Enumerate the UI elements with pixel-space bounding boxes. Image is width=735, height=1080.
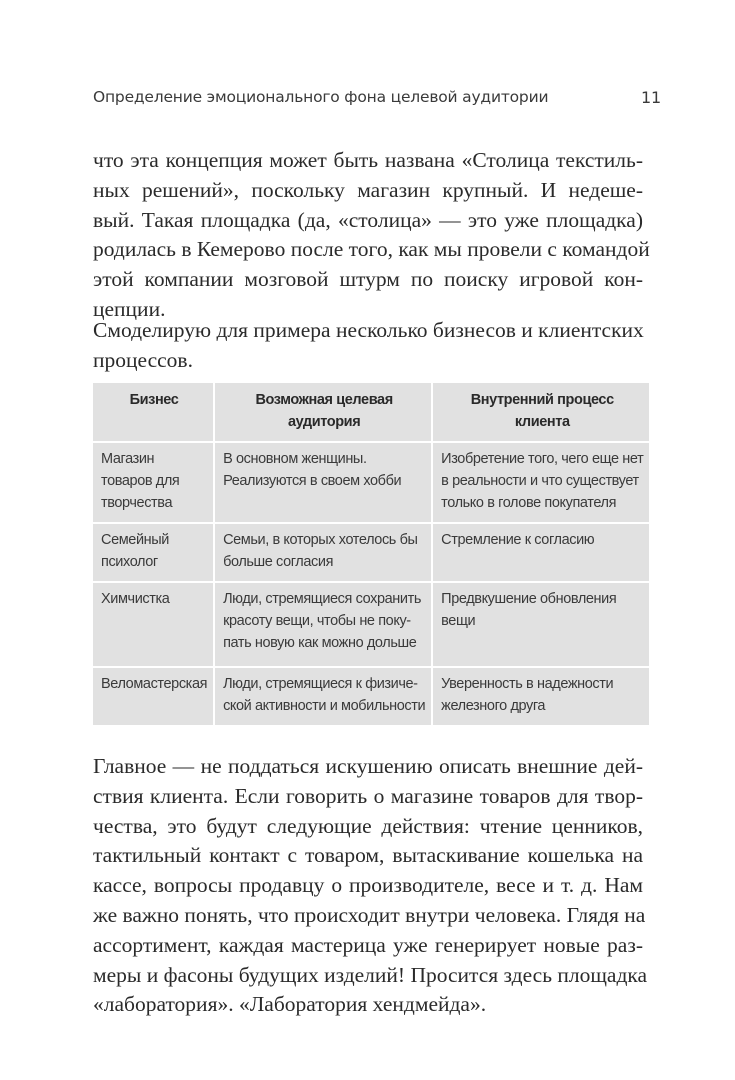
text-line: этой компании мозговой штурм по поиску игровой кон- [93, 267, 643, 292]
text-line: родилась в Кемерово после того, как мы провели с командой [93, 237, 650, 262]
cell-audience: Люди, стремящиеся сохранить красоту вещи, чтобы не поку- пать новую как можно дольше [214, 582, 432, 667]
header-inner-process: Внутренний процесс клиента [432, 382, 650, 442]
header-business: Бизнес [92, 382, 214, 442]
text-line: цепции. [93, 296, 166, 321]
cell-business: Семейный психолог [92, 523, 214, 582]
text-line: вый. Такая площадка (да, «столица» — это уже площадка) [93, 207, 643, 232]
text-line: что эта концепция может быть названа «Столица текстиль- [93, 148, 643, 172]
cell-audience: Люди, стремящиеся к физиче- ской активности и мобильности [214, 667, 432, 726]
cell-process: Уверенность в надежности железного друга [432, 667, 650, 726]
table-header-row [92, 382, 650, 442]
cell-business: Химчистка [92, 582, 214, 667]
text-line: процессов. [93, 347, 193, 372]
table-row [92, 523, 650, 582]
business-table [91, 381, 651, 727]
cell-business: Веломастерская [92, 667, 214, 726]
cell-process: Изобретение того, чего еще нет в реальности и что существует только в голове покупателя [432, 442, 650, 523]
table-row [92, 442, 650, 523]
cell-audience: В основном женщины. Реализуются в своем хобби [214, 442, 432, 523]
cell-process: Стремление к согласию [432, 523, 650, 582]
text-line: Главное — не поддаться искушению описать внешние дей- [93, 754, 643, 778]
text-line: ствия клиента. Если говорить о магазине товаров для твор- [93, 783, 643, 808]
text-line: ассортимент, каждая мастерица уже генерирует новые раз- [93, 932, 643, 957]
text-line: кассе, вопросы продавцу о производителе, весе и т. д. Нам [93, 873, 643, 898]
cell-process: Предвкушение обновления вещи [432, 582, 650, 667]
cell-audience: Семьи, в которых хотелось бы больше согласия [214, 523, 432, 582]
table-row [92, 667, 650, 726]
text-line: чества, это будут следующие действия: чтение ценников, [93, 813, 643, 838]
text-line: ных решений», поскольку магазин крупный. И недеше- [93, 177, 643, 202]
text-line: «лаборатория». «Лаборатория хендмейда». [93, 992, 487, 1017]
paragraph-conclusion [93, 752, 648, 1020]
text-line: тактильный контакт с товаром, вытаскивание кошелька на [93, 843, 643, 868]
text-line: меры и фасоны будущих изделий! Просится здесь площадка [93, 962, 648, 987]
running-head-title: Определение эмоционального фона целевой аудитории [93, 88, 549, 106]
cell-business: Магазин товаров для творчества [92, 442, 214, 523]
paragraph-table-lead [93, 316, 643, 376]
paragraph-intro [93, 146, 650, 325]
page-number: 11 [641, 88, 661, 107]
text-line: же важно понять, что происходит внутри человека. Глядя на [93, 902, 646, 927]
text-line: Смоделирую для примера несколько бизнесов и клиентских [93, 318, 644, 342]
business-table-container [91, 381, 644, 727]
table-row [92, 582, 650, 667]
header-target-audience: Возможная целевая аудитория [214, 382, 432, 442]
running-head [93, 88, 661, 112]
